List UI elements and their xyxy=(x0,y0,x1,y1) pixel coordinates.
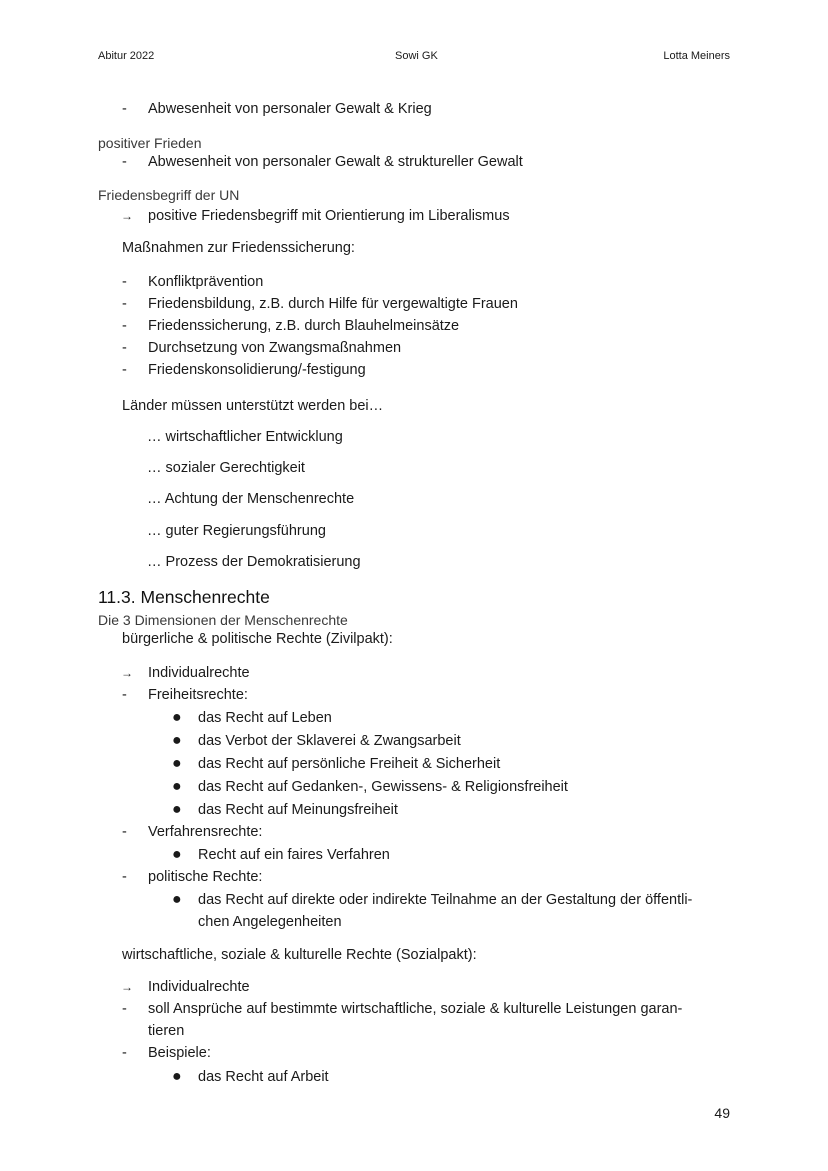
dash-marker: - xyxy=(122,318,127,334)
list-item: Freiheitsrechte: xyxy=(148,687,248,703)
dash-marker: - xyxy=(122,824,127,840)
header-right: Lotta Meiners xyxy=(663,50,730,62)
list-item: … sozialer Gerechtigkeit xyxy=(147,460,305,476)
list-item: Friedensbildung, z.B. durch Hilfe für vergewaltigte Frauen xyxy=(148,296,518,312)
dash-marker: - xyxy=(122,154,127,170)
list-item: Friedenskonsolidierung/-festigung xyxy=(148,362,366,378)
bullet-icon: ● xyxy=(172,755,182,772)
bullet-icon: ● xyxy=(172,801,182,818)
list-item: Beispiele: xyxy=(148,1045,211,1061)
header-left: Abitur 2022 xyxy=(98,50,155,62)
dash-marker: - xyxy=(122,340,127,356)
dash-marker: - xyxy=(122,296,127,312)
paragraph: wirtschaftliche, soziale & kulturelle Rechte (Sozialpakt): xyxy=(122,947,477,963)
bullet-icon: ● xyxy=(172,732,182,749)
list-item: das Recht auf persönliche Freiheit & Sicherheit xyxy=(198,756,501,772)
arrow-icon: → xyxy=(121,666,133,680)
list-item: Durchsetzung von Zwangsmaßnahmen xyxy=(148,340,402,356)
dash-marker: - xyxy=(122,274,127,290)
section-heading: 11.3. Menschenrechte xyxy=(98,587,270,607)
arrow-icon: → xyxy=(121,209,133,223)
dash-marker: - xyxy=(122,1045,127,1061)
list-item: das Recht auf direkte oder indirekte Teilnahme an der Gestaltung der öffentli- xyxy=(198,892,693,908)
arrow-icon: → xyxy=(121,980,133,994)
list-item: … wirtschaftlicher Entwicklung xyxy=(147,429,343,445)
subheading: Die 3 Dimensionen der Menschenrechte xyxy=(98,612,348,628)
subheading: Friedensbegriff der UN xyxy=(98,187,240,203)
list-item: das Recht auf Arbeit xyxy=(198,1069,329,1085)
header-center: Sowi GK xyxy=(395,50,438,62)
list-item: das Verbot der Sklaverei & Zwangsarbeit xyxy=(198,733,461,749)
list-item: das Recht auf Meinungsfreiheit xyxy=(198,802,398,818)
list-item: positive Friedensbegriff mit Orientierung im Liberalismus xyxy=(148,208,510,224)
list-item: das Recht auf Leben xyxy=(198,710,332,726)
list-item: Konfliktprävention xyxy=(148,274,264,290)
list-item: Abwesenheit von personaler Gewalt & struktureller Gewalt xyxy=(148,154,523,170)
bullet-icon: ● xyxy=(172,846,182,863)
paragraph: Maßnahmen zur Friedenssicherung: xyxy=(122,240,355,256)
dash-marker: - xyxy=(122,101,127,117)
list-item: Recht auf ein faires Verfahren xyxy=(198,847,390,863)
dash-marker: - xyxy=(122,687,127,703)
list-item: Friedenssicherung, z.B. durch Blauhelmeinsätze xyxy=(148,318,460,334)
list-item: soll Ansprüche auf bestimmte wirtschaftliche, soziale & kulturelle Leistungen garan- xyxy=(148,1001,683,1017)
bullet-icon: ● xyxy=(172,778,182,795)
subheading: positiver Frieden xyxy=(98,135,202,151)
bullet-icon: ● xyxy=(172,709,182,726)
paragraph: Länder müssen unterstützt werden bei… xyxy=(122,398,384,414)
list-item: Individualrechte xyxy=(148,979,250,995)
list-item-continuation: chen Angelegenheiten xyxy=(198,914,342,930)
list-item: politische Rechte: xyxy=(148,869,263,885)
bullet-icon: ● xyxy=(172,891,182,908)
list-item: Verfahrensrechte: xyxy=(148,824,263,840)
dash-marker: - xyxy=(122,1001,127,1017)
list-item: … guter Regierungsführung xyxy=(147,523,326,539)
page-header xyxy=(98,50,730,66)
list-item: Individualrechte xyxy=(148,665,250,681)
dash-marker: - xyxy=(122,869,127,885)
paragraph: bürgerliche & politische Rechte (Zivilpakt): xyxy=(122,631,393,647)
list-item: das Recht auf Gedanken-, Gewissens- & Religionsfreiheit xyxy=(198,779,568,795)
bullet-icon: ● xyxy=(172,1068,182,1085)
dash-marker: - xyxy=(122,362,127,378)
page-number: 49 xyxy=(714,1105,730,1121)
list-item: … Prozess der Demokratisierung xyxy=(147,554,361,570)
list-item: Abwesenheit von personaler Gewalt & Krieg xyxy=(148,101,432,117)
list-item: … Achtung der Menschenrechte xyxy=(147,491,355,507)
list-item-continuation: tieren xyxy=(148,1023,185,1039)
